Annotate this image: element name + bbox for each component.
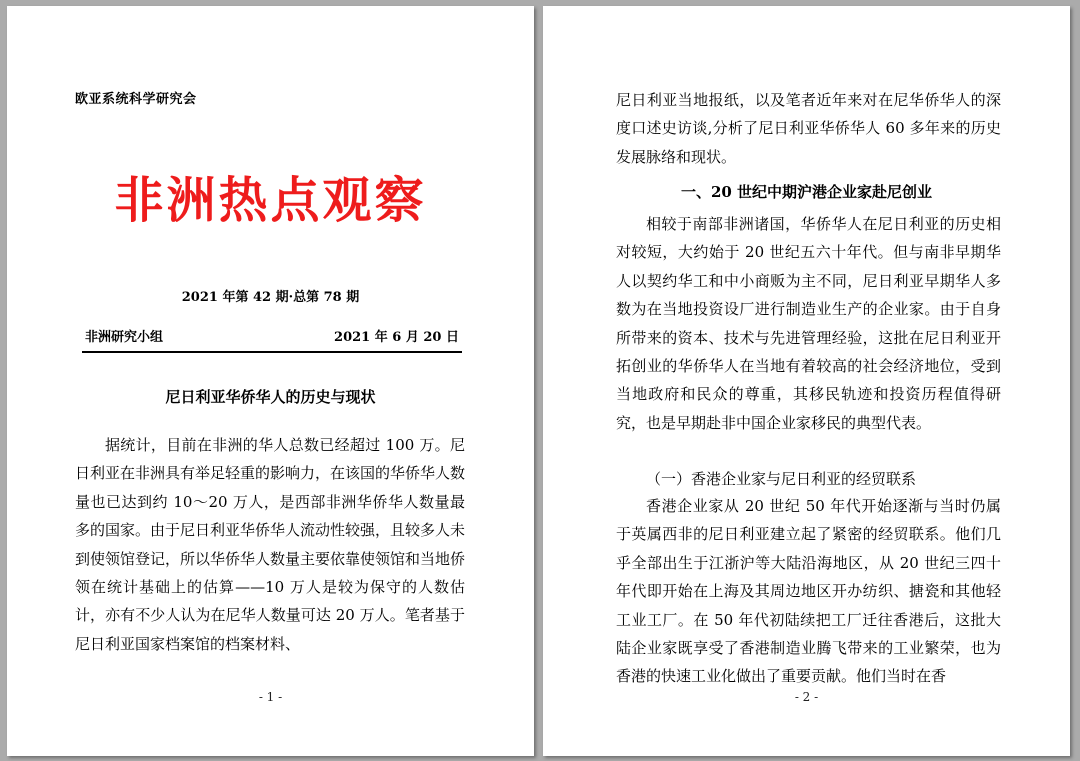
document-page-2 <box>543 6 1070 756</box>
document-page-1 <box>7 6 534 756</box>
body-paragraph: 相较于南部非洲诸国，华侨华人在尼日利亚的历史相对较短，大约始于 20 世纪五六十年代。但与南非早期华人以契约华工和中小商贩为主不同，尼日利亚早期华人多数为在当地投资设厂进行制造业生产的企业家。由于自身所带来的资本、技术与先进管理经验，这批在尼日利亚开拓创业的华侨华人在当地有着较高的社会经济地位，受到当地政府和民众的尊重，其移民轨迹和投资历程值得研究，也是早期赴非中国企业家移民的典型代表。 <box>616 215 1001 432</box>
continued-paragraph: 尼日利亚当地报纸，以及笔者近年来对在尼华侨华人的深度口述史访谈,分析了尼日利亚华侨华人 60 多年来的历史发展脉络和现状。 <box>616 91 1001 166</box>
publication-date: 2021 年 6 月 20 日 <box>334 330 459 345</box>
article-title: 尼日利亚华侨华人的历史与现状 <box>165 388 376 406</box>
section-heading: 一、20 世纪中期沪港企业家赴尼创业 <box>680 183 933 201</box>
header-rule <box>82 351 462 353</box>
page-number: - 1 - <box>258 690 283 704</box>
issue-line: 2021 年第 42 期·总第 78 期 <box>181 290 360 305</box>
masthead-title: 非洲热点观察 <box>114 171 427 229</box>
group-name: 非洲研究小组 <box>85 330 164 345</box>
page-number: - 2 - <box>794 690 819 704</box>
subsection-heading: （一）香港企业家与尼日利亚的经贸联系 <box>646 470 917 488</box>
organization-name: 欧亚系统科学研究会 <box>75 92 197 107</box>
body-paragraph: 据统计，目前在非洲的华人总数已经超过 100 万。尼日利亚在非洲具有举足轻重的影响力，在该国的华侨华人数量也已达到约 10～20 万人，是西部非洲华侨华人数量最多的国家。由于尼日利亚华侨华人流动性较强，且较多人未到使领馆登记，所以华侨华人数量主要依靠使领馆和当地侨领在统计基础上的估算——10 万人是较为保守的人数估计，亦有不少人认为在尼华人数量可达 20 万人。笔者基于尼日利亚国家档案馆的档案材料、 <box>75 436 466 653</box>
body-paragraph: 香港企业家从 20 世纪 50 年代开始逐渐与当时仍属于英属西非的尼日利亚建立起了紧密的经贸联系。他们几乎全部出生于江浙沪等大陆沿海地区，从 20 世纪三四十年代即开始在上海及其周边地区开办纺织、搪瓷和其他轻工业工厂。在 50 年代初陆续把工厂迁往香港后，这批大陆企业家既享受了香港制造业腾飞带来的工业繁荣，也为香港的快速工业化做出了重要贡献。他们当时在香 <box>616 497 1001 686</box>
